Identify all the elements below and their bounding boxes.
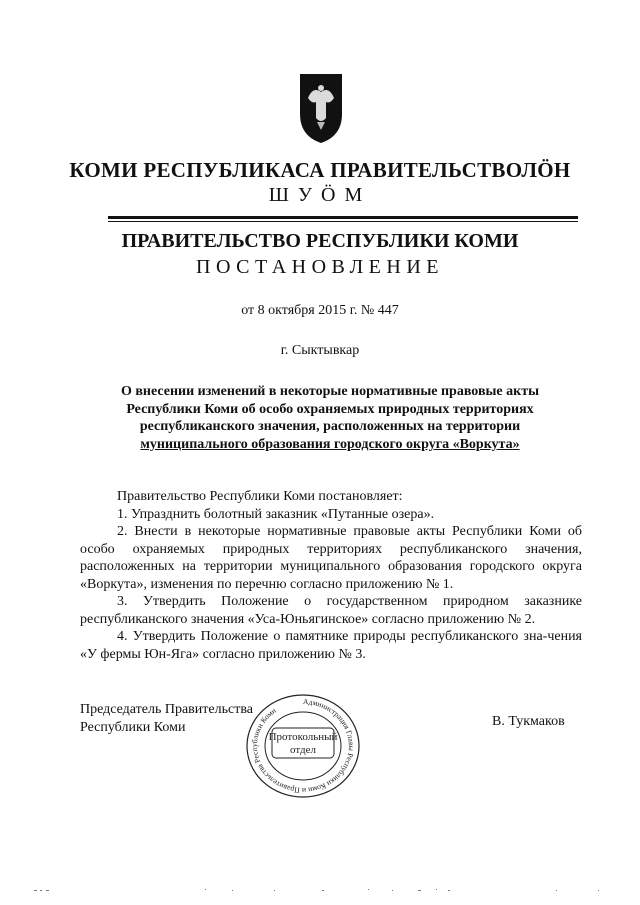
komi-decree-label: ШУӦМ xyxy=(268,184,372,206)
official-stamp xyxy=(238,692,368,800)
body-item: 3. Утвердить Положение о государственном природном заказнике республиканского значения «Уса-Юньягинское» согласно приложению № 2. xyxy=(80,594,582,627)
komi-government-title: КОМИ РЕСПУБЛИКАСА ПРАВИТЕЛЬСТВОЛӦН xyxy=(69,158,571,182)
document-body xyxy=(80,488,582,663)
signatory-position xyxy=(80,701,253,736)
body-item: 4. Утвердить Положение о памятнике природы республиканского зна-чения «У фермы Юн-Яга» согласно приложению № 3. xyxy=(80,629,582,662)
decree-label: ПОСТАНОВЛЕНИЕ xyxy=(196,256,444,278)
subject-line: О внесении изменений в некоторые нормативные правовые акты xyxy=(120,384,540,399)
signatory-position-line: Председатель Правительства xyxy=(80,702,253,717)
signatory-position-line: Республики Коми xyxy=(80,719,186,735)
stamp-ring-text: Администрация Главы Республики Коми и Правительства Республики Коми xyxy=(249,696,357,796)
scan-artifacts xyxy=(0,885,640,895)
body-item: 2. Внести в некоторые нормативные правовые акты Республики Коми об особо охраняемых природных территориях республиканского значения, расположенных на территории муниципального образования городского округа «Воркута», изменения по перечню согласно приложению № 1. xyxy=(80,524,582,592)
subject-line: республиканского значения, расположенных на территории xyxy=(139,419,521,434)
document-date-number: от 8 октября 2015 г. № 447 xyxy=(241,303,399,318)
header-divider-thick xyxy=(108,216,578,219)
document-subject xyxy=(80,383,580,453)
stamp-center-line: Протокольный xyxy=(268,731,338,743)
stamp-center-line: отдел xyxy=(290,744,316,756)
document-city: г. Сыктывкар xyxy=(280,343,360,358)
header-divider-thin xyxy=(108,221,578,222)
signatory-name: В. Тукмаков xyxy=(492,714,565,729)
government-title: ПРАВИТЕЛЬСТВО РЕСПУБЛИКИ КОМИ xyxy=(121,230,519,252)
subject-line: Республики Коми об особо охраняемых природных территориях xyxy=(126,401,534,417)
subject-line: муниципального образования городского округа «Воркута» xyxy=(140,436,520,452)
coat-of-arms-emblem xyxy=(297,70,345,146)
body-intro: Правительство Республики Коми постановляет: xyxy=(117,489,403,504)
body-item: 1. Упразднить болотный заказник «Путанные озера». xyxy=(117,506,435,522)
